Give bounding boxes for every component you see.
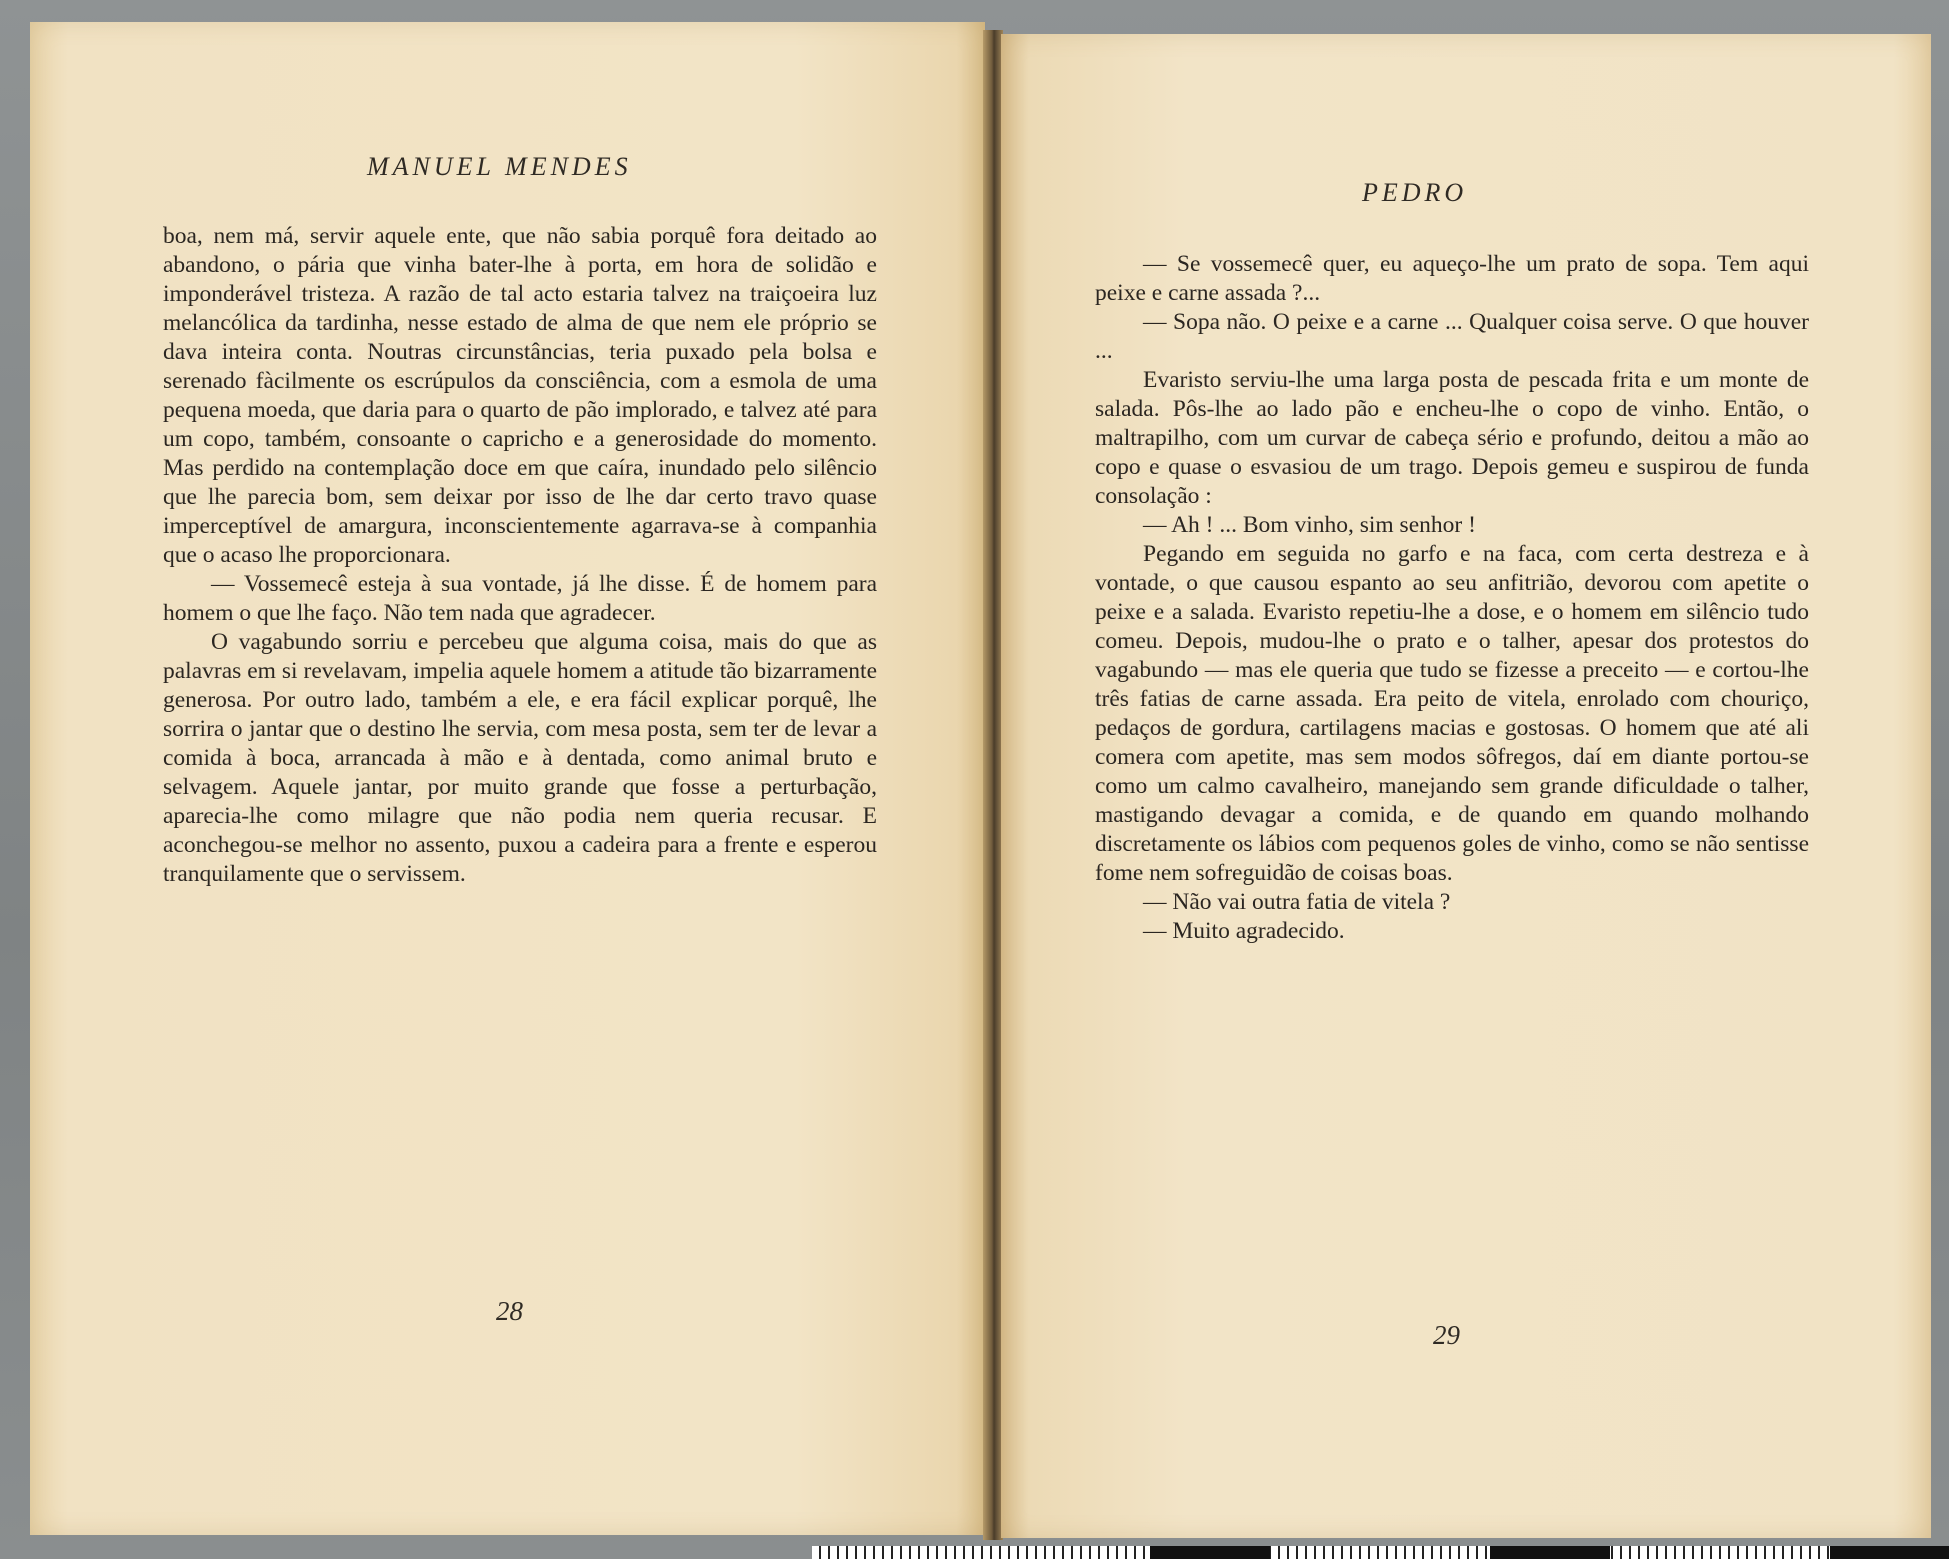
scale-ruler-band [1150,1546,1270,1559]
right-paragraph-6: — Não vai outra fatia de vitela ? [1143,889,1451,915]
right-page-number: 29 [1433,1320,1460,1350]
left-paragraph-1: boa, nem má, servir aquele ente, que não sabia porquê fora deitado ao abandono, o pária que vinha bater-lhe à porta, em hora de solidão e imponderável tristeza. A razão de tal acto estaria talvez na traiçoeira luz melancólica da tardinha, nesse estado de alma de que nem ele próprio se dava inteira conta. Noutras circunstâncias, teria puxado pela bolsa e serenado fàcilmente os escrúpulos da consciência, com a esmola de uma pequena moeda, que daria para o quarto de pão implorado, e talvez até para um copo, também, consoante o capricho e a generosidade do momento. Mas perdido na contemplação doce em que caíra, inundado pelo silêncio que lhe parecia bom, sem deixar por isso de lhe dar certo travo quase imperceptível de amargura, inconscientemente agarrava-se à companhia que o acaso lhe proporcionara. [163,223,877,568]
right-paragraph-4: — Ah ! ... Bom vinho, sim senhor ! [1143,512,1476,538]
left-page-number: 28 [496,1296,523,1326]
right-paragraph-5: Pegando em seguida no garfo e na faca, com certa destreza e à vontade, o que causou espanto ao seu anfitrião, devorou com apetite o peixe e a salada. Evaristo repetiu-lhe a dose, e o homem em silêncio tudo comeu. Depois, mudou-lhe o prato e o talher, apesar dos protestos do vagabundo — mas ele queria que tudo se fizesse a preceito — e cortou-lhe três fatias de carne assada. Era peito de vitela, enrolado com chouriço, pedaços de gordura, cartilagens macias e gostosas. O homem que até ali comera com apetite, mas sem modos sôfregos, daí em diante portou-se como um calmo cavalheiro, manejando sem grande dificuldade o talher, mastigando devagar a comida, e de quando em quando molhando discretamente os lábios com pequenos goles de vinho, como se não sentisse fome nem sofreguidão de coisas boas. [1095,541,1809,886]
left-running-head: MANUEL MENDES [367,152,632,181]
scale-ruler-band [1490,1546,1610,1559]
scale-ruler [812,1546,1949,1559]
left-paragraph-2: — Vossemecê esteja à sua vontade, já lhe disse. É de homem para homem o que lhe faço. Não tem nada que agradecer. [163,571,877,626]
scale-ruler-band [1830,1546,1949,1559]
left-page-text [163,222,877,889]
right-page-text [1095,250,1809,946]
right-paragraph-7: — Muito agradecido. [1143,918,1345,944]
right-paragraph-2: — Sopa não. O peixe e a carne ... Qualquer coisa serve. O que houver ... [1095,309,1809,364]
right-paragraph-3: Evaristo serviu-lhe uma larga posta de pescada frita e um monte de salada. Pôs-lhe ao lado pão e encheu-lhe o copo de vinho. Então, o maltrapilho, com um curvar de cabeça sério e profundo, deitou a mão ao copo e quase o esvasiou de um trago. Depois gemeu e suspirou de funda consolação : [1095,367,1809,509]
right-running-head: PEDRO [1362,178,1468,207]
right-paragraph-1: — Se vossemecê quer, eu aqueço-lhe um prato de sopa. Tem aqui peixe e carne assada ?... [1095,251,1809,306]
left-paragraph-3: O vagabundo sorriu e percebeu que alguma coisa, mais do que as palavras em si revelavam, impelia aquele homem a atitude tão bizarramente generosa. Por outro lado, também a ele, e era fácil explicar porquê, lhe sorrira o jantar que o destino lhe servia, com mesa posta, sem ter de levar a comida à boca, arrancada à mão e à dentada, como animal bruto e selvagem. Aquele jantar, por muito grande que fosse a perturbação, aparecia-lhe como milagre que não podia nem queria recusar. E aconchegou-se melhor no assento, puxou a cadeira para a frente e esperou tranquilamente que o servissem. [163,629,877,887]
book-gutter [983,30,1003,1540]
